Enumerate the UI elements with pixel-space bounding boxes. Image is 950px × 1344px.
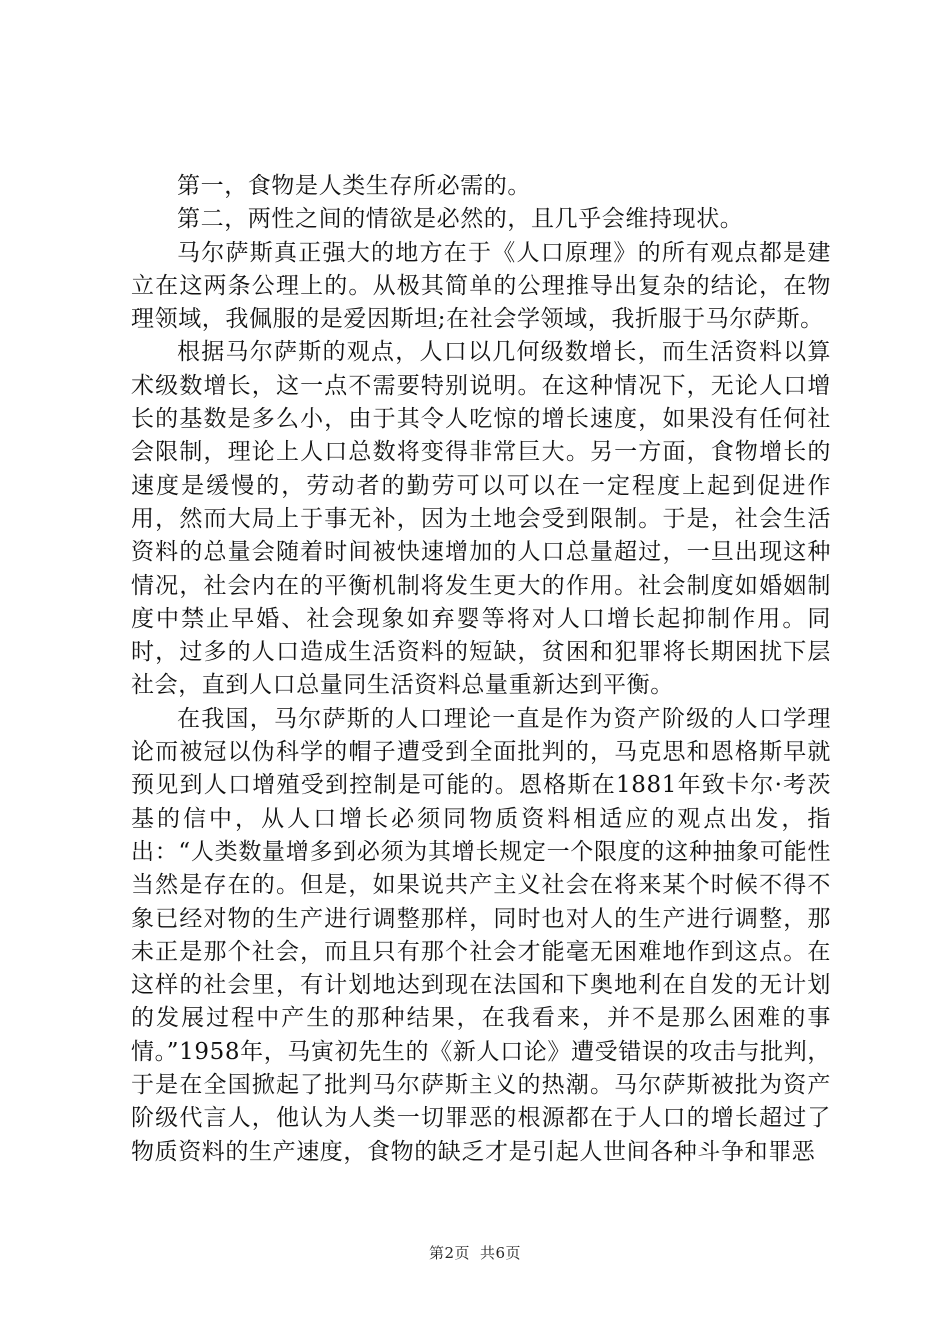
page-footer [0, 1242, 950, 1263]
page-number: 第2页 [428, 1244, 470, 1262]
paragraph-china-criticism: 在我国，马尔萨斯的人口理论一直是作为资产阶级的人口学理论而被冠以伪科学的帽子遭受到全面批判的，马克思和恩格斯早就预见到人口增殖受到控制是可能的。恩格斯在1881年致卡尔·考茨基的信中，从人口增长必须同物质资料相适应的观点出发，指出：“人类数量增多到必须为其增长规定一个限度的这种抽象可能性当然是存在的。但是，如果说共产主义社会在将来某个时候不得不象已经对物的生产进行调整那样，同时也对人的生产进行调整，那未正是那个社会，而且只有那个社会才能毫无困难地作到这点。在这样的社会里，有计划地达到现在法国和下奥地利在自发的无计划的发展过程中产生的那种结果，在我看来，并不是那么困难的事情。”1958年，马寅初先生的《新人口论》遭受错误的攻击与批判，于是在全国掀起了批判马尔萨斯主义的热潮。马尔萨斯被批为资产阶级代言人，他认为人类一切罪恶的根源都在于人口的增长超过了物质资料的生产速度，食物的缺乏才是引起人世间各种斗争和罪恶 [131, 705, 831, 1165]
page-total: 共6页 [480, 1244, 522, 1262]
paragraph-population-growth: 根据马尔萨斯的观点，人口以几何级数增长，而生活资料以算术级数增长，这一点不需要特别说明。在这种情况下，无论人口增长的基数是多么小，由于其令人吃惊的增长速度，如果没有任何社会限制，理论上人口总数将变得非常巨大。另一方面，食物增长的速度是缓慢的，劳动者的勤劳可以可以在一定程度上起到促进作用，然而大局上于事无补，因为土地会受到限制。于是，社会生活资料的总量会随着时间被快速增加的人口总量超过，一旦出现这种情况，社会内在的平衡机制将发生更大的作用。社会制度如婚姻制度中禁止早婚、社会现象如弃婴等将对人口增长起抑制作用。同时，过多的人口造成生活资料的短缺，贫困和犯罪将长期困扰下层社会，直到人口总量同生活资料总量重新达到平衡。 [131, 339, 831, 699]
paragraph-malthus-strength: 马尔萨斯真正强大的地方在于《人口原理》的所有观点都是建立在这两条公理上的。从极其简单的公理推导出复杂的结论，在物理领域，我佩服的是爱因斯坦;在社会学领域，我折服于马尔萨斯。 [131, 239, 831, 333]
document-body [131, 170, 831, 1169]
paragraph-axiom-1: 第一，食物是人类生存所必需的。 [177, 173, 531, 199]
paragraph-axiom-2: 第二，两性之间的情欲是必然的，且几乎会维持现状。 [177, 206, 744, 233]
